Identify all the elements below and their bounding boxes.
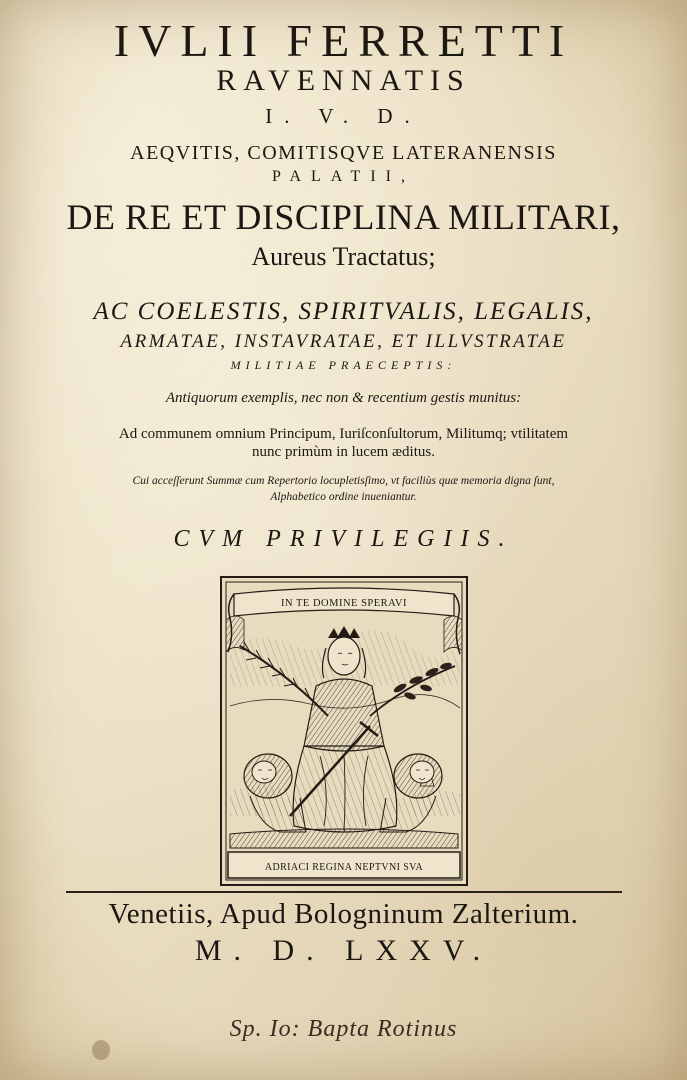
palace-line: PALATII,	[272, 168, 415, 185]
imprint-rule	[66, 891, 622, 893]
base-motto: ADRIACI REGINA NEPTVNI SVA	[264, 862, 424, 873]
privilege-line: CVM PRIVILEGIIS.	[173, 526, 514, 552]
banner-motto: IN TE DOMINE SPERAVI	[281, 598, 407, 609]
precepts-line-2: ARMATAE, INSTAVRATAE, ET ILLVSTRATAE	[120, 331, 567, 352]
utility-line-2: nunc primùm in lucem æditus.	[252, 444, 435, 460]
subtitle: Aureus Tractatus;	[251, 242, 436, 271]
origin-line: RAVENNATIS	[216, 64, 471, 97]
publisher-line: Venetiis, Apud Bologninum Zalterium.	[108, 898, 579, 930]
ownership-signature: Sp. Io: Bapta Rotinus	[229, 1016, 458, 1042]
addition-line-2: Alphabetico ordine inueniantur.	[270, 491, 417, 503]
addition-line-1: Cui acceſſerunt Summæ cum Repertorio locupletisſimo, vt faciliùs quæ memoria digna ſunt,	[132, 475, 555, 487]
rank-line: AEQVITIS, COMITISQVE LATERANENSIS	[130, 142, 557, 164]
precepts-line-1: AC COELESTIS, SPIRITVALIS, LEGALIS,	[93, 298, 594, 325]
degree-line: I. V. D.	[265, 104, 422, 128]
printer-device-woodcut	[220, 576, 468, 886]
ink-stain	[92, 1040, 110, 1060]
year-line: M. D. LXXV.	[194, 934, 493, 967]
figure-robe-upper	[304, 679, 384, 751]
utility-line-1: Ad communem omnium Principum, Iuriſconſultorum, Militumq; vtilitatem	[118, 426, 569, 442]
precepts-line-3: MILITIAE PRAECEPTIS:	[230, 358, 457, 372]
main-title: DE RE ET DISCIPLINA MILITARI,	[66, 197, 621, 237]
examples-line: Antiquorum exemplis, nec non & recentium gestis munitus:	[165, 390, 522, 406]
figure-head	[328, 637, 360, 675]
author-line: IVLII FERRETTI	[113, 15, 574, 66]
woodcut-illustration	[220, 576, 468, 886]
